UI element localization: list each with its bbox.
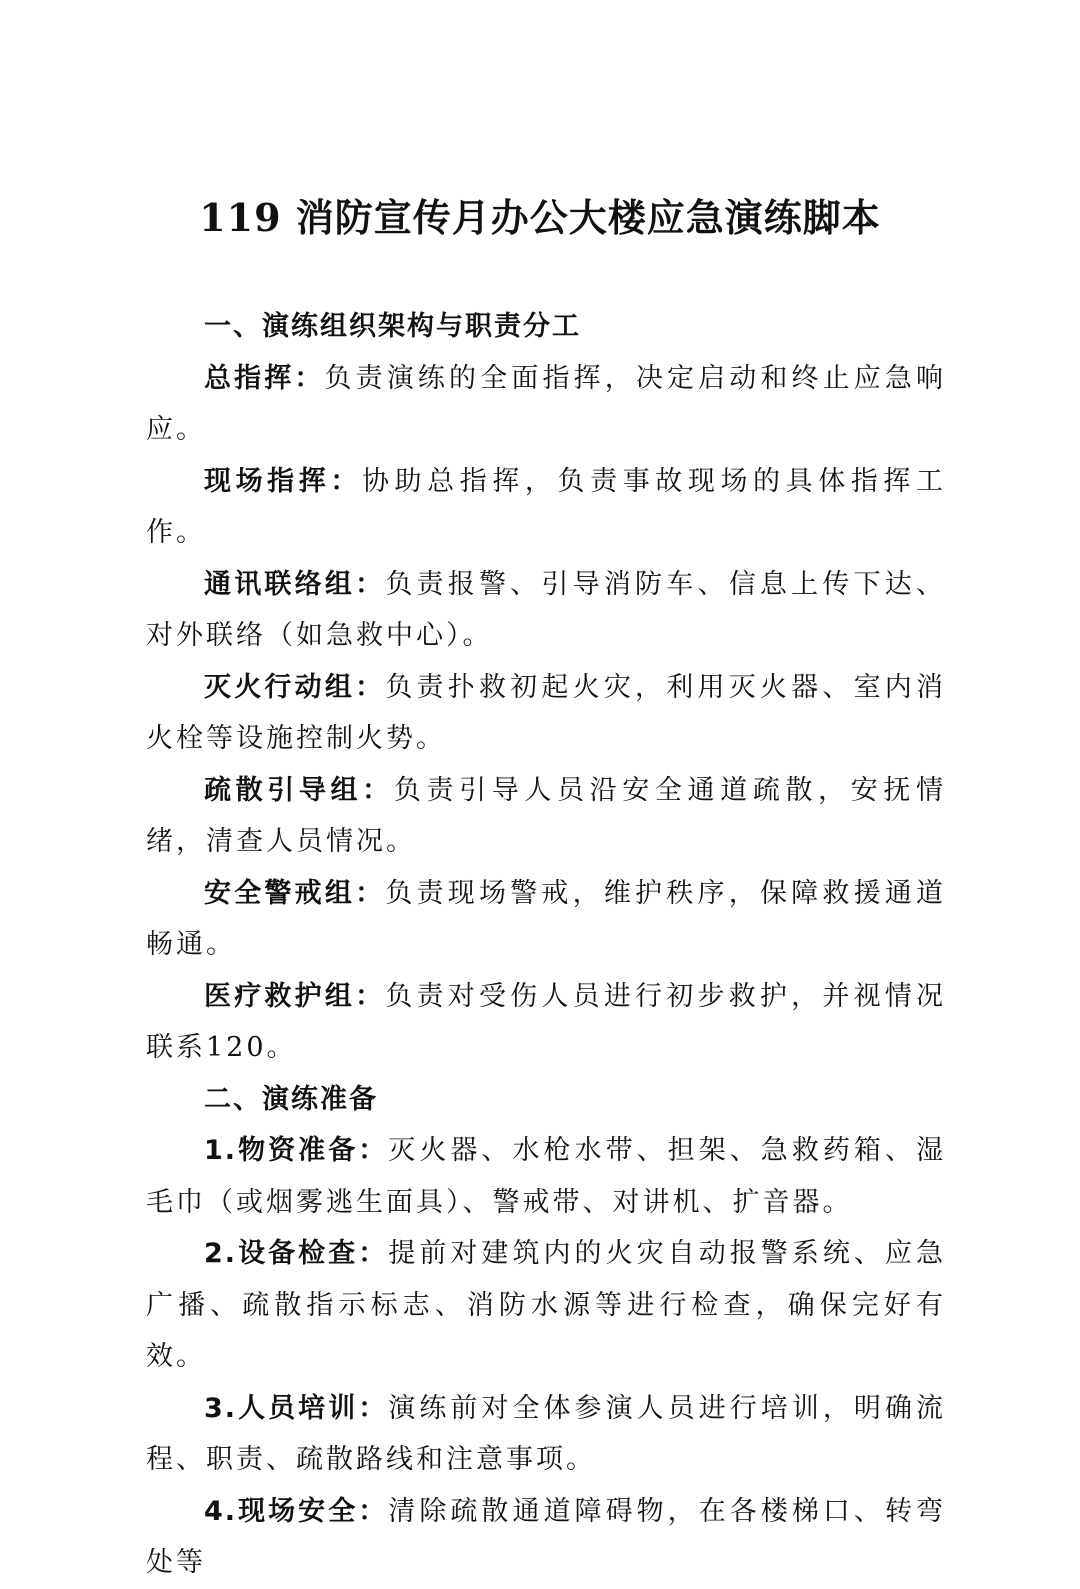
item-label: 4.现场安全： (204, 1495, 389, 1527)
item-text: 灭火器、水枪水带、担架、急救药箱、湿毛巾（或烟雾逃生面具）、警戒带、对讲机、扩音器。 (146, 1135, 947, 1218)
role-label: 通讯联络组： (204, 568, 386, 600)
paragraph-equipment-check (146, 1228, 946, 1383)
role-label: 灭火行动组： (204, 671, 386, 703)
role-label: 现场指挥： (204, 465, 362, 497)
item-text: 清除疏散通道障碍物，在各楼梯口、转弯处等 (146, 1495, 947, 1578)
role-label: 疏散引导组： (204, 774, 394, 806)
role-text: 负责引导人员沿安全通道疏散，安抚情绪，清查人员情况。 (146, 774, 947, 857)
paragraph-commander (146, 353, 946, 456)
item-text: 演练前对全体参演人员进行培训，明确流程、职责、疏散路线和注意事项。 (146, 1392, 947, 1475)
paragraph-site-commander (146, 456, 946, 559)
item-label: 3.人员培训： (204, 1392, 389, 1424)
item-label: 2.设备检查： (204, 1238, 389, 1269)
section-heading-1: 一、演练组织架构与职责分工 (204, 311, 581, 342)
item-text: 提前对建筑内的火灾自动报警系统、应急广播、疏散指示标志、消防水源等进行检查，确保完好有效。 (146, 1238, 947, 1372)
role-text: 协助总指挥，负责事故现场的具体指挥工作。 (146, 465, 947, 548)
document-body (146, 301, 946, 1589)
paragraph-training (146, 1383, 946, 1486)
paragraph-site-safety (146, 1486, 946, 1589)
paragraph-communication-group (146, 559, 946, 662)
role-text: 负责对受伤人员进行初步救护，并视情况联系120。 (146, 980, 947, 1063)
role-label: 总指挥： (204, 362, 325, 394)
paragraph-evacuation-group (146, 765, 946, 868)
role-text: 负责扑救初起火灾，利用灭火器、室内消火栓等设施控制火势。 (146, 671, 947, 754)
document-title: 119 消防宣传月办公大楼应急演练脚本 (199, 195, 881, 240)
paragraph-security-group (146, 868, 946, 971)
paragraph-medical-group (146, 971, 946, 1074)
paragraph-materials (146, 1125, 946, 1228)
role-text: 负责现场警戒，维护秩序，保障救援通道畅通。 (146, 877, 947, 960)
role-text: 负责演练的全面指挥，决定启动和终止应急响应。 (146, 362, 947, 445)
role-label: 安全警戒组： (204, 877, 386, 909)
section-heading-2: 二、演练准备 (204, 1083, 378, 1115)
role-label: 医疗救护组： (204, 980, 386, 1012)
paragraph-firefighting-group (146, 662, 946, 765)
role-text: 负责报警、引导消防车、信息上传下达、对外联络（如急救中心）。 (146, 568, 947, 651)
item-label: 1.物资准备： (204, 1135, 389, 1166)
